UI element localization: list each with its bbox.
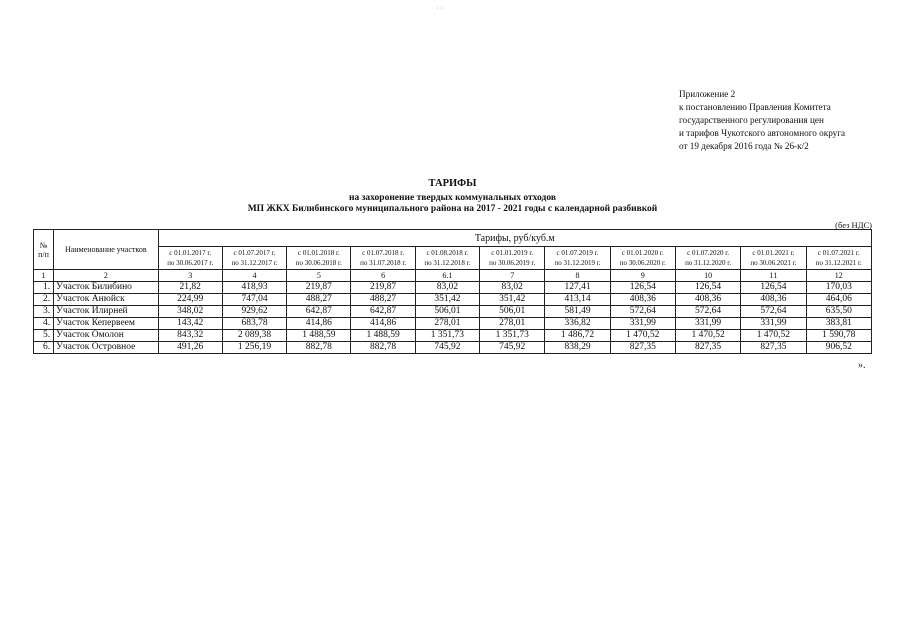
site-name: Участок Кепервеем <box>54 318 158 330</box>
row-number: 6. <box>34 342 54 354</box>
tariff-value: 126,54 <box>675 282 740 294</box>
period-header <box>287 247 351 270</box>
header-tariffs: Тарифы, руб/куб.м <box>158 230 871 247</box>
column-number: 7 <box>480 270 545 282</box>
tariff-value: 488,27 <box>287 294 351 306</box>
period-end: по 31.12.2020 г. <box>685 259 732 267</box>
tariff-value: 572,64 <box>610 306 675 318</box>
tariff-value: 464,06 <box>806 294 871 306</box>
period-end: по 31.12.2019 г. <box>554 259 601 267</box>
tariff-value: 331,99 <box>741 318 806 330</box>
appendix-line: Приложение 2 <box>679 89 736 99</box>
tariff-value: 383,81 <box>806 318 871 330</box>
tariff-value: 572,64 <box>741 306 806 318</box>
period-end: по 30.06.2020 г. <box>619 259 666 267</box>
period-header <box>480 247 545 270</box>
appendix-line: от 19 декабря 2016 года № 26-к/2 <box>679 141 809 151</box>
tariff-value: 488,27 <box>351 294 415 306</box>
document-title: ТАРИФЫ <box>428 178 477 189</box>
tariff-value: 581,49 <box>545 306 610 318</box>
tariff-value: 1 256,19 <box>222 342 286 354</box>
table-row <box>34 342 872 354</box>
vat-note: (без НДС) <box>835 220 872 230</box>
tariff-value: 1 486,72 <box>545 330 610 342</box>
column-number: 9 <box>610 270 675 282</box>
tariff-value: 331,99 <box>610 318 675 330</box>
tariff-value: 351,42 <box>415 294 479 306</box>
period-header <box>741 247 806 270</box>
scan-marks: · · <box>436 4 444 13</box>
row-number: 5. <box>34 330 54 342</box>
table-row <box>34 330 872 342</box>
tariff-value: 278,01 <box>480 318 545 330</box>
tariff-value: 929,62 <box>222 306 286 318</box>
period-end: по 30.06.2018 г. <box>295 259 342 267</box>
period-header <box>222 247 286 270</box>
tariff-value: 348,02 <box>158 306 222 318</box>
tariff-value: 1 470,52 <box>741 330 806 342</box>
period-end: по 30.06.2017 г. <box>167 259 214 267</box>
tariff-value: 414,86 <box>351 318 415 330</box>
tariff-value: 827,35 <box>741 342 806 354</box>
tariff-value: 745,92 <box>480 342 545 354</box>
tariff-value: 351,42 <box>480 294 545 306</box>
period-start: с 01.07.2020 г. <box>687 249 730 257</box>
period-end: по 31.12.2017 г. <box>231 259 278 267</box>
appendix-line: к постановлению Правления Комитета <box>679 102 831 112</box>
tariffs-table <box>33 229 872 354</box>
period-start: с 01.07.2017 г. <box>233 249 276 257</box>
tariff-value: 336,82 <box>545 318 610 330</box>
column-number: 2 <box>54 270 158 282</box>
period-header-row <box>34 247 872 270</box>
tariff-value: 83,02 <box>415 282 479 294</box>
tariff-value: 1 351,73 <box>415 330 479 342</box>
tariff-value: 491,26 <box>158 342 222 354</box>
document-subtitle: на захоронение твердых коммунальных отходов <box>349 193 556 203</box>
tariff-value: 408,36 <box>610 294 675 306</box>
tariff-value: 126,54 <box>610 282 675 294</box>
period-end: по 31.12.2021 г. <box>815 259 862 267</box>
tariff-value: 882,78 <box>351 342 415 354</box>
tariff-value: 1 351,73 <box>480 330 545 342</box>
period-start: с 01.01.2017 г. <box>169 249 212 257</box>
period-header <box>675 247 740 270</box>
period-start: с 01.01.2019 г. <box>491 249 534 257</box>
tariff-value: 21,82 <box>158 282 222 294</box>
period-header <box>158 247 222 270</box>
column-number: 12 <box>806 270 871 282</box>
column-number: 1 <box>34 270 54 282</box>
period-end: по 30.06.2019 г. <box>489 259 536 267</box>
tariff-value: 127,41 <box>545 282 610 294</box>
header-site-name: Наименование участков <box>54 230 158 270</box>
column-number: 3 <box>158 270 222 282</box>
period-end: по 31.12.2018 г. <box>424 259 471 267</box>
period-header <box>610 247 675 270</box>
tariff-value: 506,01 <box>480 306 545 318</box>
tariff-value: 224,99 <box>158 294 222 306</box>
tariff-value: 408,36 <box>741 294 806 306</box>
table-row <box>34 306 872 318</box>
tariff-value: 414,86 <box>287 318 351 330</box>
document-subtitle-organization: МП ЖКХ Билибинского муниципального района на 2017 - 2021 годы с календарной разбивкой <box>247 204 658 214</box>
column-number: 11 <box>741 270 806 282</box>
tariff-value: 219,87 <box>287 282 351 294</box>
period-start: с 01.07.2019 г. <box>556 249 599 257</box>
header-number: № п/п <box>34 230 54 270</box>
tariff-value: 506,01 <box>415 306 479 318</box>
row-number: 1. <box>34 282 54 294</box>
table-row <box>34 282 872 294</box>
column-number: 6 <box>351 270 415 282</box>
column-number: 10 <box>675 270 740 282</box>
site-name: Участок Омолон <box>54 330 158 342</box>
column-number: 6.1 <box>415 270 479 282</box>
row-number: 4. <box>34 318 54 330</box>
closing-quote: ». <box>858 360 866 371</box>
tariff-value: 1 488,59 <box>351 330 415 342</box>
appendix-line: и тарифов Чукотского автономного округа <box>679 128 846 138</box>
period-start: с 01.08.2018 г. <box>426 249 469 257</box>
site-name: Участок Билибино <box>54 282 158 294</box>
site-name: Участок Илирней <box>54 306 158 318</box>
column-number: 5 <box>287 270 351 282</box>
row-number: 3. <box>34 306 54 318</box>
period-header <box>351 247 415 270</box>
period-start: с 01.07.2018 г. <box>362 249 405 257</box>
table-row <box>34 318 872 330</box>
appendix-header <box>679 88 845 153</box>
period-start: с 01.01.2018 г. <box>297 249 340 257</box>
tariff-value: 418,93 <box>222 282 286 294</box>
tariff-value: 331,99 <box>675 318 740 330</box>
tariff-value: 747,04 <box>222 294 286 306</box>
tariff-value: 827,35 <box>610 342 675 354</box>
site-name: Участок Островное <box>54 342 158 354</box>
tariff-value: 882,78 <box>287 342 351 354</box>
period-end: по 30.06.2021 г. <box>750 259 797 267</box>
column-number-row <box>34 270 872 282</box>
row-number: 2. <box>34 294 54 306</box>
tariff-value: 838,29 <box>545 342 610 354</box>
site-name: Участок Анюйск <box>54 294 158 306</box>
tariff-value: 126,54 <box>741 282 806 294</box>
period-header <box>806 247 871 270</box>
period-header <box>415 247 479 270</box>
tariff-value: 2 089,38 <box>222 330 286 342</box>
tariff-value: 219,87 <box>351 282 415 294</box>
table-row <box>34 294 872 306</box>
tariff-value: 413,14 <box>545 294 610 306</box>
period-end: по 31.07.2018 г. <box>360 259 407 267</box>
tariff-value: 1 470,52 <box>675 330 740 342</box>
tariff-value: 642,87 <box>351 306 415 318</box>
period-header <box>545 247 610 270</box>
tariff-value: 143,42 <box>158 318 222 330</box>
tariff-value: 170,03 <box>806 282 871 294</box>
tariff-value: 906,52 <box>806 342 871 354</box>
tariff-value: 843,32 <box>158 330 222 342</box>
tariff-value: 83,02 <box>480 282 545 294</box>
tariff-value: 1 488,59 <box>287 330 351 342</box>
period-start: с 01.01.2020 г. <box>621 249 664 257</box>
tariff-value: 827,35 <box>675 342 740 354</box>
tariff-value: 572,64 <box>675 306 740 318</box>
period-start: с 01.01.2021 г. <box>752 249 795 257</box>
column-number: 8 <box>545 270 610 282</box>
tariff-value: 683,78 <box>222 318 286 330</box>
tariff-value: 642,87 <box>287 306 351 318</box>
period-start: с 01.07.2021 г. <box>817 249 860 257</box>
tariff-value: 635,50 <box>806 306 871 318</box>
column-number: 4 <box>222 270 286 282</box>
tariff-value: 278,01 <box>415 318 479 330</box>
tariff-value: 1 590,78 <box>806 330 871 342</box>
appendix-line: государственного регулирования цен <box>679 115 824 125</box>
tariff-value: 745,92 <box>415 342 479 354</box>
tariff-value: 408,36 <box>675 294 740 306</box>
tariff-value: 1 470,52 <box>610 330 675 342</box>
